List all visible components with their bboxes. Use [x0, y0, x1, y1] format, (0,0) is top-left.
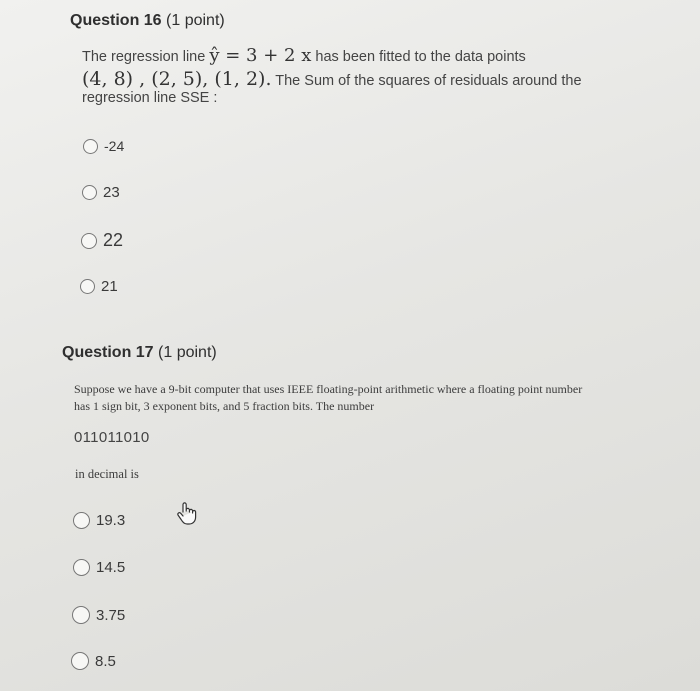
option-label: -24 [104, 138, 125, 154]
decimal-prompt: in decimal is [75, 467, 139, 481]
radio-button[interactable] [83, 139, 98, 154]
question-16-text-line1 [82, 45, 526, 66]
question-17-text-line2: has 1 sign bit, 3 exponent bits, and 5 fraction bits. The number [74, 399, 375, 413]
radio-button[interactable] [73, 559, 90, 576]
radio-button[interactable] [81, 233, 97, 249]
q16-option-3[interactable] [81, 230, 123, 251]
option-label: 21 [101, 278, 118, 295]
option-label: 14.5 [96, 559, 126, 576]
question-16-text-line2 [82, 68, 582, 90]
radio-button[interactable] [73, 512, 90, 529]
option-label: 3.75 [96, 606, 126, 624]
question-17-text-line1: Suppose we have a 9-bit computer that uses IEEE floating-point arithmetic where a floating point number [74, 382, 583, 396]
q16-option-4[interactable] [80, 278, 118, 295]
q16-option-1[interactable] [83, 138, 124, 154]
q17-option-3[interactable] [72, 606, 125, 624]
q17-option-4[interactable] [71, 652, 116, 670]
option-label: 8.5 [95, 652, 116, 670]
radio-button[interactable] [71, 652, 89, 670]
binary-number: 011011010 [74, 429, 150, 446]
question-16-number: Question 16 [70, 12, 162, 29]
radio-button[interactable] [82, 185, 97, 200]
radio-button[interactable] [72, 606, 90, 624]
q16-option-2[interactable] [82, 184, 120, 201]
data-points: (4, 8) , (2, 5), (1, 2). [82, 68, 272, 90]
radio-button[interactable] [80, 279, 95, 294]
q17-option-1[interactable] [73, 512, 125, 529]
option-label: 19.3 [96, 512, 126, 529]
question-16-points: (1 point) [166, 12, 225, 29]
question-17-title [62, 344, 217, 362]
hand-pointer-icon [174, 500, 200, 526]
q16-suffix: has been fitted to the data points [315, 49, 526, 65]
q16-prefix: The regression line [82, 49, 206, 65]
regression-equation: ŷ = 3 + 2 x [209, 45, 312, 66]
q16-line2-text: The Sum of the squares of residuals around the [275, 73, 582, 89]
option-label: 23 [103, 184, 120, 201]
q17-option-2[interactable] [73, 559, 125, 576]
question-17-points: (1 point) [158, 344, 217, 361]
option-label: 22 [103, 230, 124, 250]
question-16-text-line3: regression line SSE : [82, 90, 218, 106]
question-17-number: Question 17 [62, 344, 154, 361]
question-16-title [70, 12, 225, 30]
